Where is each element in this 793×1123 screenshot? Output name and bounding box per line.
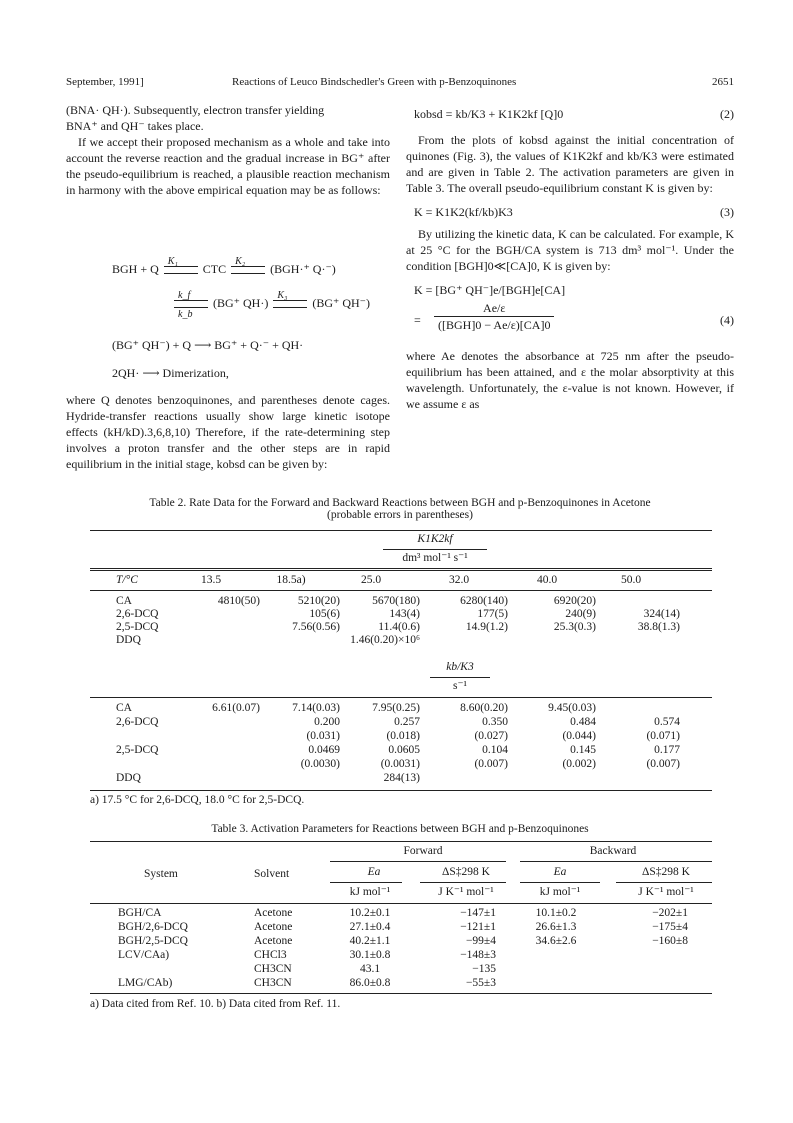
equation-3 (406, 204, 734, 220)
left-line-1: (BNA· QH·). Subsequently, electron transfer yielding (66, 103, 325, 117)
scheme-bg-qh-anion: (BG⁺ QH⁻) (312, 296, 370, 310)
table-2-cell: 284(13) (383, 772, 420, 784)
table-2-bottom-rule (90, 790, 712, 791)
table-3-solvent: CHCl3 (254, 949, 287, 961)
left-line-2: BNA⁺ and QH⁻ takes place. (66, 119, 204, 133)
table-2-cell: 240(9) (565, 608, 596, 620)
equation-4a-text: K = [BG⁺ QH⁻]e/[BGH]e[CA] (414, 283, 566, 297)
table-2-cell: 14.9(1.2) (465, 621, 508, 633)
table-2-cell: 8.60(0.20) (460, 702, 508, 714)
table-3-solvent: Acetone (254, 907, 293, 919)
table-3-system: BGH/CA (118, 907, 162, 919)
table-3-solvent: Acetone (254, 921, 293, 933)
scheme-line-2 (172, 290, 370, 321)
table-2-backward-unit: s⁻¹ (453, 680, 467, 692)
table-2-cell: (0.031) (306, 730, 340, 742)
table-3-col-ea-backward: Ea (553, 866, 567, 878)
table-3-backward-label: Backward (589, 845, 637, 857)
table-2-cell: 0.350 (482, 716, 508, 728)
right-paragraph-plots: From the plots of kobsd against the initial concentration of quinones (Fig. 3), the values of K1K2kf and kb/K3 were estimated and are given in Table 2. The activation parameters are given in Table 3. The overall pseudo-equilibrium constant K is given by: (406, 133, 734, 195)
table-2-top-rule (90, 530, 712, 531)
table-2-cell: 25.3(0.3) (553, 621, 596, 633)
table-3-solvent: CH3CN (254, 977, 292, 989)
table-3-unit-ea-forward: kJ mol⁻¹ (349, 886, 391, 898)
scheme-line-1 (112, 256, 336, 277)
table-3-ea-b-rule (520, 882, 600, 883)
table-3-col-ds-backward: ΔS‡298 K (642, 866, 690, 878)
table-2-cell: 0.177 (654, 744, 680, 756)
table-3-col-ds-forward: ΔS‡298 K (442, 866, 490, 878)
table-2-caption-line-1: Table 2. Rate Data for the Forward and Backward Reactions between BGH and p-Benzoquinones in Acetone (149, 497, 651, 509)
table-3-ds-backward: −202±1 (652, 907, 688, 919)
table-2-cell: 0.145 (570, 744, 596, 756)
right-paragraph-kinetic-data: By utilizing the kinetic data, K can be calculated. For example, K at 25 °C for the BGH/CA system is 713 dm³ mol⁻¹. Under the condition [BGH]0≪[CA]0, K is given by: (406, 227, 734, 273)
table-3-system: LMG/CAb) (118, 977, 173, 989)
table-3-ea-forward: 10.2±0.1 (349, 907, 391, 919)
table-3-caption: Table 3. Activation Parameters for Reactions between BGH and p-Benzoquinones (211, 823, 589, 835)
table-2-temp-header: 32.0 (448, 574, 470, 586)
table-3-footnote: a) Data cited from Ref. 10. b) Data cited from Ref. 11. (90, 998, 341, 1010)
equation-3-number: (3) (720, 205, 734, 219)
table-3-system: BGH/2,6-DCQ (118, 921, 188, 933)
equation-4b (406, 300, 734, 340)
table-2-temp-header: 25.0 (360, 574, 382, 586)
table-2-cell: (0.007) (474, 758, 508, 770)
table-2-footnote: a) 17.5 °C for 2,6-DCQ, 18.0 °C for 2,5-DCQ. (90, 794, 305, 806)
table-3-col-system: System (144, 868, 178, 880)
table-3-ds-f-rule (420, 882, 506, 883)
scheme-line-3: (BG⁺ QH⁻) + Q ⟶ BG⁺ + Q·⁻ + QH· (112, 338, 304, 352)
table-2-row-name: DDQ (116, 772, 141, 784)
table-3-ea-backward: 10.1±0.2 (535, 907, 577, 919)
equation-4-number: (4) (720, 313, 734, 327)
table-2-cell: 4810(50) (217, 595, 260, 607)
equation-2 (406, 106, 734, 122)
header-date: September, 1991] (66, 76, 144, 88)
table-3-ds-forward: −135 (472, 963, 496, 975)
table-3-col-ea-forward: Ea (367, 866, 381, 878)
table-3-col-solvent: Solvent (254, 868, 290, 880)
table-2-cell: 38.8(1.3) (637, 621, 680, 633)
table-2-cell: (0.027) (474, 730, 508, 742)
left-paragraph-kinetics: where Q denotes benzoquinones, and parentheses denote cages. Hydride-transfer reactions usually show large kinetic isotope effects (kH/kD).3,6,8,10) Therefore, if the rate-determining step involves a proton transfer and the other steps are in rapid equilibrium in the initial stage, kobsd can be given by: (66, 393, 390, 471)
table-2-cell: 143(4) (389, 608, 420, 620)
table-3-ds-backward: −160±8 (652, 935, 688, 947)
table-2-cell: 6.61(0.07) (212, 702, 260, 714)
table-3-ds-forward: −148±3 (460, 949, 496, 961)
table-2-forward-unit: dm³ mol⁻¹ s⁻¹ (402, 552, 468, 564)
left-column-lower (66, 392, 390, 472)
table-3-system: LCV/CAa) (118, 949, 170, 961)
table-2-cell: 7.56(0.56) (292, 621, 340, 633)
right-paragraph-absorbance: where Ae denotes the absorbance at 725 nm after the pseudo-equilibrium has been attained, and ε the molar absorptivity at this wavelength. Unfortunately, the ε-value is not known. However, if we assume ε as (406, 349, 734, 411)
table-2-row-name: 2,6-DCQ (116, 608, 159, 620)
equation-4-fraction (434, 300, 554, 333)
left-paragraph-mechanism: If we accept their proposed mechanism as a whole and take into account the reverse reaction and the gradual increase in BG⁺ after the pseudo-equilibrium is reached, a plausible reaction mechanism in harmony with the above empirical equation may be as follows: (66, 135, 390, 197)
table-2-cell: 105(6) (309, 608, 340, 620)
k2-label: K₂ (235, 256, 246, 268)
table-2-cell: 1.46(0.20)×10⁶ (350, 634, 420, 646)
k3-label: K₃ (277, 290, 288, 302)
scheme-radical-pair: (BGH·⁺ Q·⁻) (270, 262, 336, 276)
table-3-ds-forward: −121±1 (460, 921, 496, 933)
table-2-cell: 11.4(0.6) (378, 621, 420, 633)
left-column (66, 102, 390, 198)
table-3-header-rule (90, 903, 712, 904)
table-2-row-name: 2,5-DCQ (116, 744, 159, 756)
table-3-ea-backward: 34.6±2.6 (535, 935, 577, 947)
table-2-temp-header: 50.0 (620, 574, 642, 586)
header-title: Reactions of Leuco Bindschedler's Green with p-Benzoquinones (232, 76, 517, 88)
table-2-cell: (0.007) (646, 758, 680, 770)
table-2-cell: 0.0605 (388, 744, 420, 756)
scheme-ctc: CTC (202, 262, 227, 276)
table-2-col-temperature: T/°C (116, 574, 138, 586)
table-3-ds-forward: −55±3 (465, 977, 496, 989)
table-2-header-rule (90, 568, 712, 569)
table-3-ds-b-rule (616, 882, 712, 883)
scheme-bgh-q: BGH + Q (112, 262, 159, 276)
kf-label: k_f (178, 290, 191, 302)
header-page-number: 2651 (712, 76, 734, 88)
table-2-caption (66, 497, 734, 521)
table-3-unit-ea-backward: kJ mol⁻¹ (539, 886, 581, 898)
table-3-ea-forward: 43.1 (359, 963, 381, 975)
table-2-cell: 0.0469 (308, 744, 340, 756)
table-2-row-name: DDQ (116, 634, 141, 646)
table-2-cell: 0.104 (482, 744, 508, 756)
table-3-top-rule (90, 841, 712, 842)
equation-4-numerator: Ae/ε (434, 300, 554, 317)
table-2-cell: 7.95(0.25) (372, 702, 420, 714)
table-2-cell: (0.0030) (300, 758, 340, 770)
table-2-cell: 5210(20) (297, 595, 340, 607)
table-2-cell: 7.14(0.03) (292, 702, 340, 714)
equilibrium-arrow-k2 (231, 256, 265, 277)
equation-4a (406, 282, 734, 298)
table-3-ea-forward: 86.0±0.8 (349, 977, 391, 989)
table-2-cell: 0.257 (394, 716, 420, 728)
k1-label: K₁ (167, 256, 178, 268)
equilibrium-arrow-kf-kb (174, 290, 208, 321)
table-3-solvent: Acetone (254, 935, 293, 947)
right-column (406, 102, 734, 412)
table-2-cell: 0.574 (654, 716, 680, 728)
table-3-ds-forward: −147±1 (460, 907, 496, 919)
table-3-ds-forward: −99±4 (465, 935, 496, 947)
table-2-temp-header: 40.0 (536, 574, 558, 586)
equation-4-denominator: ([BGH]0 − Ae/ε)[CA]0 (438, 318, 551, 332)
table-2-cell: 9.45(0.03) (548, 702, 596, 714)
equilibrium-arrow-k3 (273, 290, 307, 311)
table-3-unit-ds-forward: J K⁻¹ mol⁻¹ (438, 886, 494, 898)
table-2-cell: 6280(140) (460, 595, 508, 607)
table-3-ea-backward: 26.6±1.3 (535, 921, 577, 933)
table-3-unit-ds-backward: J K⁻¹ mol⁻¹ (638, 886, 694, 898)
running-header (66, 76, 734, 92)
table-2-backward-label: kb/K3 (446, 661, 474, 673)
table-2-cell: 6920(20) (553, 595, 596, 607)
table-3-solvent: CH3CN (254, 963, 292, 975)
table-2-forward-label: K1K2kf (417, 533, 453, 545)
kb-label: k_b (178, 309, 193, 321)
table-2-row-name: CA (116, 702, 132, 714)
table-3-ea-forward: 40.2±1.1 (349, 935, 391, 947)
table-2-cell: (0.018) (386, 730, 420, 742)
equation-2-number: (2) (720, 107, 734, 121)
table-3-bottom-rule (90, 993, 712, 994)
table-3-ea-forward: 27.1±0.4 (349, 921, 391, 933)
table-2-cell: (0.044) (562, 730, 596, 742)
table-2-temp-header: 18.5a) (276, 574, 306, 586)
table-3-system: BGH/2,5-DCQ (118, 935, 188, 947)
table-2-cell: 0.200 (314, 716, 340, 728)
table-3-backward-rule (520, 861, 712, 862)
table-3-forward-rule (330, 861, 506, 862)
equation-4-equals: = (414, 313, 421, 327)
table-2-cell: 0.484 (570, 716, 596, 728)
table-2-row-name: 2,6-DCQ (116, 716, 159, 728)
table-3-ds-backward: −175±4 (652, 921, 688, 933)
table-2-cell: (0.002) (562, 758, 596, 770)
equilibrium-arrow-k1 (164, 256, 198, 277)
table-2-row-name: CA (116, 595, 132, 607)
table-2-caption-line-2: (probable errors in parentheses) (327, 509, 473, 521)
table-2-cell: 5670(180) (372, 595, 420, 607)
table-2-temp-header: 13.5 (200, 574, 222, 586)
table-2-cell: (0.0031) (380, 758, 420, 770)
table-2-cell: (0.071) (646, 730, 680, 742)
table-2-row-name: 2,5-DCQ (116, 621, 159, 633)
scheme-line-4: 2QH· ⟶ Dimerization, (112, 366, 229, 380)
equation-3-text: K = K1K2(kf/kb)K3 (414, 205, 513, 219)
table-2-backward-label-rule (430, 677, 490, 678)
table-3-ea-f-rule (330, 882, 402, 883)
table-2-backward-rule (90, 697, 712, 698)
table-2-cell: 324(14) (643, 608, 680, 620)
table-2-cell: 177(5) (477, 608, 508, 620)
table-3-forward-label: Forward (403, 845, 443, 857)
scheme-bg-qh-radical: (BG⁺ QH·) (213, 296, 269, 310)
equation-2-text: kobsd = kb/K3 + K1K2kf [Q]0 (414, 107, 564, 121)
table-2-forward-label-rule (383, 549, 487, 550)
table-2-header-rule-2 (90, 570, 712, 571)
table-2-temp-rule (90, 590, 712, 591)
table-3-ea-forward: 30.1±0.8 (349, 949, 391, 961)
